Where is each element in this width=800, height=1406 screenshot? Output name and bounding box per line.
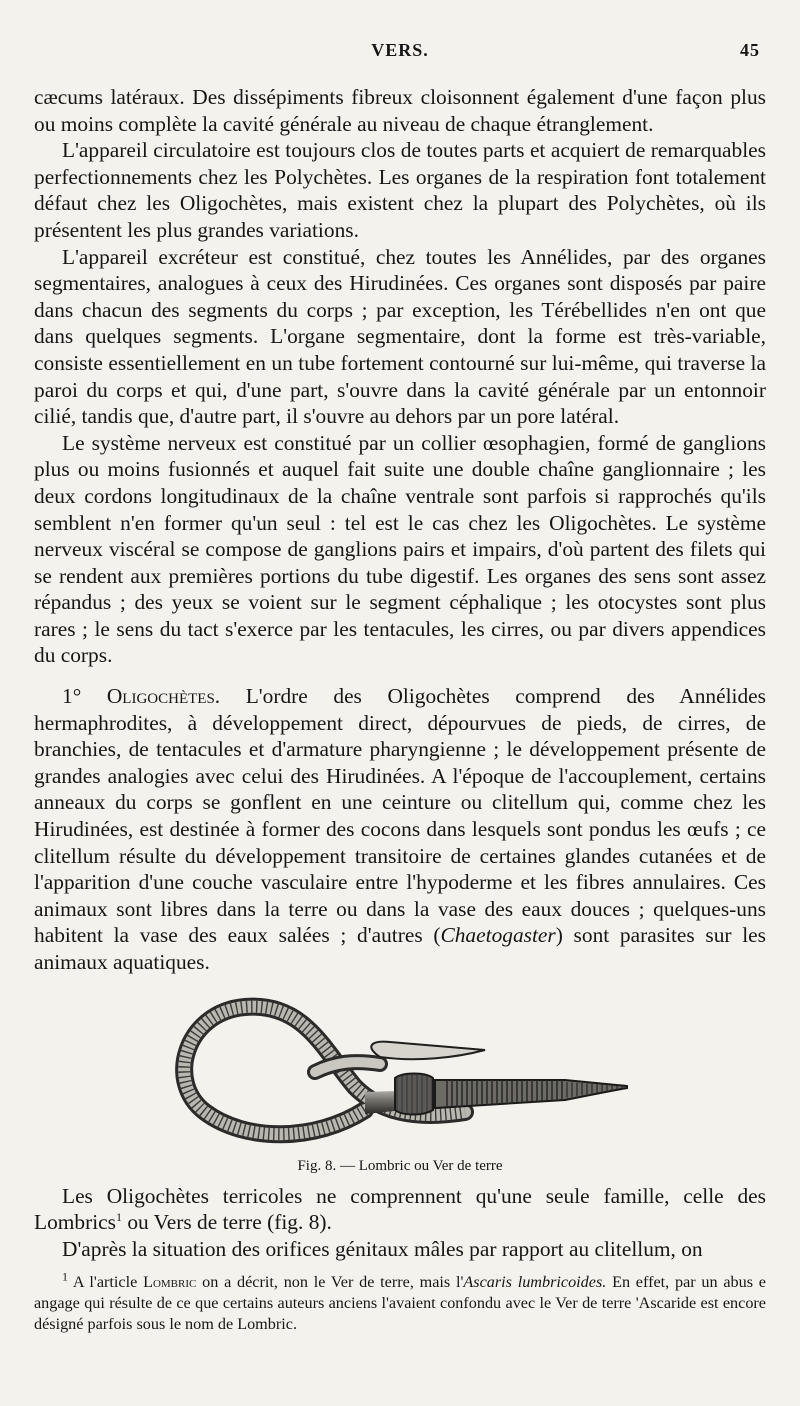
paragraph-terricoles: Les Oligochètes terricoles ne comprennent qu'une seule famille, celle des Lombrics$^1$ ou Vers de terre (fig. 8). <box>34 1183 766 1235</box>
figure-8 <box>34 992 766 1175</box>
footnote-marker: 1 <box>62 1269 68 1284</box>
italic-genus: Chaetogaster <box>440 923 556 948</box>
book-page <box>0 40 800 1406</box>
paragraph-orifices: D'après la situation des orifices génitaux mâles par rapport au clitellum, on <box>62 1236 703 1261</box>
section-number: 1° <box>62 684 82 709</box>
running-head <box>34 40 766 84</box>
body-text <box>34 84 766 1262</box>
section-text-end: ) sont parasites sur les animaux aquatiques. <box>34 923 766 974</box>
footnote-1: $^1$ A l'article Lombric on a décrit, non le Ver de terre, mais l'Ascaris lumbricoides. En effet, par un abus e angage qui résulte de ce que certains auteurs anciens l'avaient confondu avec le Ver de terre 'Ascaride est encore désigné parfois sous le nom de Lombric. <box>34 1269 766 1334</box>
footnotes <box>34 1269 766 1335</box>
paragraph-continuation: cæcums latéraux. Des dissépiments fibreux cloisonnent également d'une façon plus ou moins complète la cavité générale au niveau de chaque étranglement. <box>34 85 766 136</box>
paragraph-circulatory: L'appareil circulatoire est toujours clos de toutes parts et acquiert de remarquables perfectionnements chez les Polychètes. Les organes de la respiration font totalement défaut chez les Oligochètes, mais existent chez la plupart des Polychètes, où ils présentent les plus grandes variations. <box>34 138 766 242</box>
earthworm-illustration <box>165 992 635 1152</box>
paragraph-excretory: L'appareil excréteur est constitué, chez toutes les Annélides, par des organes segmentaires, analogues à ceux des Hirudinées. Ces organes sont disposés par paire dans chacun des segments du corps ; par exception, les Térébellides n'en ont que dans quelques segments. L'organe segmentaire, dont la forme est très-variable, consiste essentiellement en un tube fortement contourné sur lui-même, qui traverse la paroi du corps et qui, d'une part, s'ouvre dans la cavité générale par un entonnoir cilié, tandis que, d'autre part, il s'ouvre au dehors par un pore latéral. <box>34 244 766 429</box>
running-title: VERS. <box>371 40 429 60</box>
page-number: 45 <box>740 40 760 60</box>
paragraph-nervous: Le système nerveux est constitué par un collier œsophagien, formé de ganglions plus ou moins fusionnés et auquel fait suite une double chaîne ganglionnaire ; les deux cordons longitudinaux de la chaîne ventrale sont parfois si rapprochés qu'ils semblent n'en former qu'un seul : tel est le cas chez les Oligochètes. Le système nerveux viscéral se compose de ganglions pairs et impairs, d'où partent des filets qui se rendent aux premières portions du tube digestif. Les organes des sens sont assez répandus ; des yeux se voient sur le segment céphalique ; les otocystes sont plus rares ; le sens du tact s'exerce par les tentacules, les cirres, ou par divers appendices du corps. <box>34 430 766 668</box>
figure-caption: Fig. 8. — Lombric ou Ver de terre <box>297 1157 503 1174</box>
section-text: L'ordre des Oligochètes comprend des Annélides hermaphrodites, à développement direct, dépourvues de pieds, de cirres, de branchies, de tentacules et d'armature pharyngienne ; le développement présente de grandes analogies avec celui des Hirudinées. A l'époque de l'accouplement, certains anneaux du corps se gonflent en une ceinture ou clitellum qui, comme chez les Hirudinées, est destinée à former des cocons dans lesquels sont pondus les œufs ; ce clitellum résulte du développement transitoire de certaines glandes cutanées et de l'apparition d'une couche vasculaire entre l'hypoderme et les fibres annulaires. Ces animaux sont libres dans la terre ou dans la vase des eaux douces ; quelques-uns habitent la vase des eaux salées ; d'autres ( <box>34 684 766 948</box>
section-heading: Oligochètes. <box>106 684 221 709</box>
footnote-ref: 1 <box>115 1210 122 1225</box>
section-oligochetes <box>34 683 766 976</box>
